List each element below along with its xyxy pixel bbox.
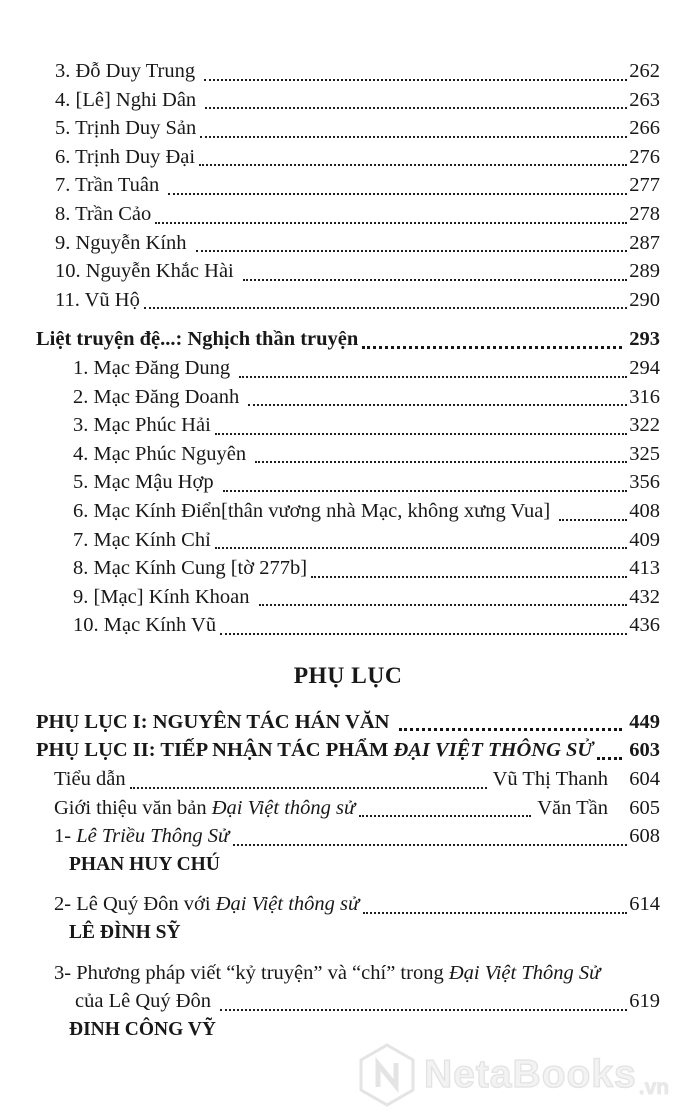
row-label <box>55 200 151 229</box>
row-label <box>69 851 220 880</box>
row-label <box>73 497 555 526</box>
toc-row <box>55 57 660 86</box>
toc-row <box>55 143 660 172</box>
dot-leader <box>215 547 627 549</box>
page-number: 614 <box>629 893 660 916</box>
row-label-part: 10. Nguyễn Khắc Hài <box>55 260 239 283</box>
toc-row <box>75 987 660 1016</box>
dot-leader <box>362 346 622 349</box>
row-label-part: Giới thiệu văn bản <box>54 796 212 819</box>
row-label <box>73 411 211 440</box>
dot-leader <box>399 728 623 731</box>
row-label-part: 4. [Lê] Nghi Dân <box>55 88 202 111</box>
dot-leader <box>223 490 627 492</box>
dot-leader <box>233 844 627 846</box>
toc-row <box>54 822 660 851</box>
row-label-part: 8. Trần Cảo <box>55 202 152 225</box>
row-label <box>73 354 235 383</box>
toc-row <box>55 229 660 258</box>
netabooks-watermark <box>358 1036 698 1114</box>
row-label-part: PHỤ LỤC <box>293 662 403 689</box>
row-label <box>69 919 181 948</box>
row-label-italic-part: Đại Việt thông sử <box>211 796 356 819</box>
toc-row <box>73 383 660 412</box>
row-label-part: 3- Phương pháp viết “kỷ truyện” và “chí” trong <box>54 961 449 984</box>
row-label <box>55 229 192 258</box>
row-label-part: 7. Trần Tuân <box>55 174 165 197</box>
dot-leader <box>204 79 627 81</box>
author-name: Vũ Thị Thanh <box>492 768 608 791</box>
toc-row <box>69 851 660 880</box>
dot-leader <box>130 787 487 789</box>
watermark-suffix-text: .vn <box>638 1076 670 1099</box>
row-label-part: 10. Mạc Kính Vũ <box>73 614 217 637</box>
row-label-part: 2. Mạc Đăng Doanh <box>73 385 245 408</box>
row-label <box>55 57 200 86</box>
row-label <box>55 143 195 172</box>
row-label-part: Tiểu dẫn <box>54 768 126 791</box>
dot-leader <box>363 912 627 914</box>
row-label <box>54 959 600 988</box>
row-label <box>55 286 140 315</box>
page-number: 289 <box>629 260 660 283</box>
toc-row <box>73 468 660 497</box>
toc-row <box>55 86 660 115</box>
page-number: 290 <box>629 288 660 311</box>
row-label <box>294 663 403 689</box>
row-label-part: 4. Mạc Phúc Nguyên <box>73 442 252 465</box>
row-label <box>73 554 307 583</box>
row-label-part: 7. Mạc Kính Chỉ <box>73 528 211 551</box>
toc-row <box>54 794 660 823</box>
dot-leader <box>220 633 627 635</box>
row-label <box>75 987 216 1016</box>
row-label <box>36 708 395 737</box>
dot-leader <box>248 404 627 406</box>
appendix-heading <box>36 660 660 692</box>
row-label <box>73 468 219 497</box>
toc-row <box>55 200 660 229</box>
row-label <box>36 736 593 765</box>
toc-row <box>73 497 660 526</box>
page-number: 263 <box>629 88 660 111</box>
toc-row <box>36 325 660 354</box>
dot-leader <box>359 815 531 817</box>
page-number: 605 <box>629 796 660 819</box>
page-number: 608 <box>629 825 660 848</box>
page-number: 322 <box>629 414 660 437</box>
row-label <box>54 765 126 794</box>
page-number: 293 <box>629 328 660 351</box>
row-label-part: 9. [Mạc] Kính Khoan <box>73 585 255 608</box>
page-number: 603 <box>629 739 660 762</box>
toc-row <box>36 736 660 765</box>
row-label <box>54 794 355 823</box>
row-label-part: PHỤ LỤC I: NGUYÊN TÁC HÁN VĂN <box>36 710 395 733</box>
author-name: Văn Tần <box>537 796 608 819</box>
page-number: 277 <box>629 174 660 197</box>
row-label <box>69 1016 216 1045</box>
dot-leader <box>168 193 627 195</box>
row-label <box>54 822 229 851</box>
row-label-part: 2- Lê Quý Đôn với <box>54 893 216 916</box>
page-number: 449 <box>629 710 660 733</box>
toc-row <box>73 611 660 640</box>
toc-row <box>55 257 660 286</box>
toc-row <box>55 171 660 200</box>
page-number: 287 <box>629 231 660 254</box>
row-label-part: 5. Mạc Mậu Hợp <box>73 471 219 494</box>
row-label-part: 6. Mạc Kính Điển[thân vương nhà Mạc, không xưng Vua] <box>73 499 556 522</box>
row-label-part: 11. Vũ Hộ <box>55 288 140 311</box>
toc-row <box>55 286 660 315</box>
toc-row <box>55 114 660 143</box>
row-label <box>73 583 255 612</box>
dot-leader <box>239 376 627 378</box>
toc-row <box>73 440 660 469</box>
row-label-part: 3. Đỗ Duy Trung <box>55 60 201 82</box>
row-label-part: 8. Mạc Kính Cung [tờ 277b] <box>73 557 308 580</box>
row-label-part: của Lê Quý Đôn <box>75 990 217 1013</box>
row-label-part: PHỤ LỤC II: TIẾP NHẬN TÁC PHẨM <box>36 739 394 762</box>
row-label <box>73 440 251 469</box>
page-number: 325 <box>629 442 660 465</box>
dot-leader <box>597 757 622 760</box>
page-number: 432 <box>629 585 660 608</box>
page-number: 278 <box>629 202 660 225</box>
dot-leader <box>200 136 627 138</box>
page-number: 413 <box>629 557 660 580</box>
row-label-part: ĐINH CÔNG VỸ <box>69 1018 216 1040</box>
row-label-italic-part: Đại Việt thông sử <box>215 893 360 916</box>
page-number: 316 <box>629 385 660 408</box>
toc-row <box>69 919 660 948</box>
row-label <box>73 611 216 640</box>
row-label <box>54 890 359 919</box>
toc-row <box>73 354 660 383</box>
page-number: 409 <box>629 528 660 551</box>
toc-row <box>54 890 660 919</box>
toc-row <box>69 1016 660 1045</box>
toc-row <box>54 765 660 794</box>
dot-leader <box>243 279 627 281</box>
row-label-part: 9. Nguyễn Kính <box>55 231 192 254</box>
row-label <box>73 383 244 412</box>
row-label <box>36 325 358 354</box>
row-label-italic-part: Đại Việt Thông Sử <box>448 961 601 984</box>
dot-leader <box>311 576 627 578</box>
page-number: 408 <box>629 499 660 522</box>
table-of-contents <box>36 57 660 1044</box>
row-label-part: 1. Mạc Đăng Dung <box>73 356 236 379</box>
page-number: 262 <box>629 60 660 82</box>
row-label <box>55 86 201 115</box>
page-number: 266 <box>629 117 660 140</box>
dot-leader <box>259 604 628 606</box>
toc-row <box>36 708 660 737</box>
dot-leader <box>199 164 627 166</box>
page-number: 356 <box>629 471 660 494</box>
row-label-part: 1- <box>54 825 77 848</box>
netabooks-hexagon-n-icon <box>358 1042 416 1108</box>
row-label-part: Liệt truyện đệ...: Nghịch thần truyện <box>36 328 359 351</box>
page-number: 604 <box>629 768 660 791</box>
dot-leader <box>144 307 627 309</box>
row-label-part: 3. Mạc Phúc Hải <box>73 414 211 437</box>
toc-row <box>73 526 660 555</box>
row-label <box>55 114 196 143</box>
row-label-part: 5. Trịnh Duy Sản <box>55 117 197 140</box>
page-number: 436 <box>629 614 660 637</box>
dot-leader <box>155 222 627 224</box>
dot-leader <box>220 1009 627 1011</box>
toc-row <box>73 583 660 612</box>
dot-leader <box>196 250 628 252</box>
toc-row <box>54 959 660 988</box>
row-label <box>55 257 239 286</box>
row-label-part: LÊ ĐÌNH SỸ <box>69 922 181 944</box>
page-number: 276 <box>629 145 660 168</box>
row-label-italic-part: Lê Triều Thông Sử <box>76 825 230 848</box>
row-label <box>55 171 164 200</box>
toc-row <box>73 554 660 583</box>
row-label-italic-part: ĐẠI VIỆT THÔNG SỬ <box>393 739 594 762</box>
watermark-brand-text: NetaBooks <box>424 1053 637 1096</box>
dot-leader <box>215 433 627 435</box>
dot-leader <box>559 519 627 521</box>
page-number: 619 <box>629 990 660 1013</box>
row-label <box>73 526 211 555</box>
row-label-part: PHAN HUY CHÚ <box>69 853 220 875</box>
page-number: 294 <box>629 356 660 379</box>
row-label-part: 6. Trịnh Duy Đại <box>55 145 196 168</box>
dot-leader <box>255 461 627 463</box>
dot-leader <box>205 107 627 109</box>
toc-row <box>73 411 660 440</box>
